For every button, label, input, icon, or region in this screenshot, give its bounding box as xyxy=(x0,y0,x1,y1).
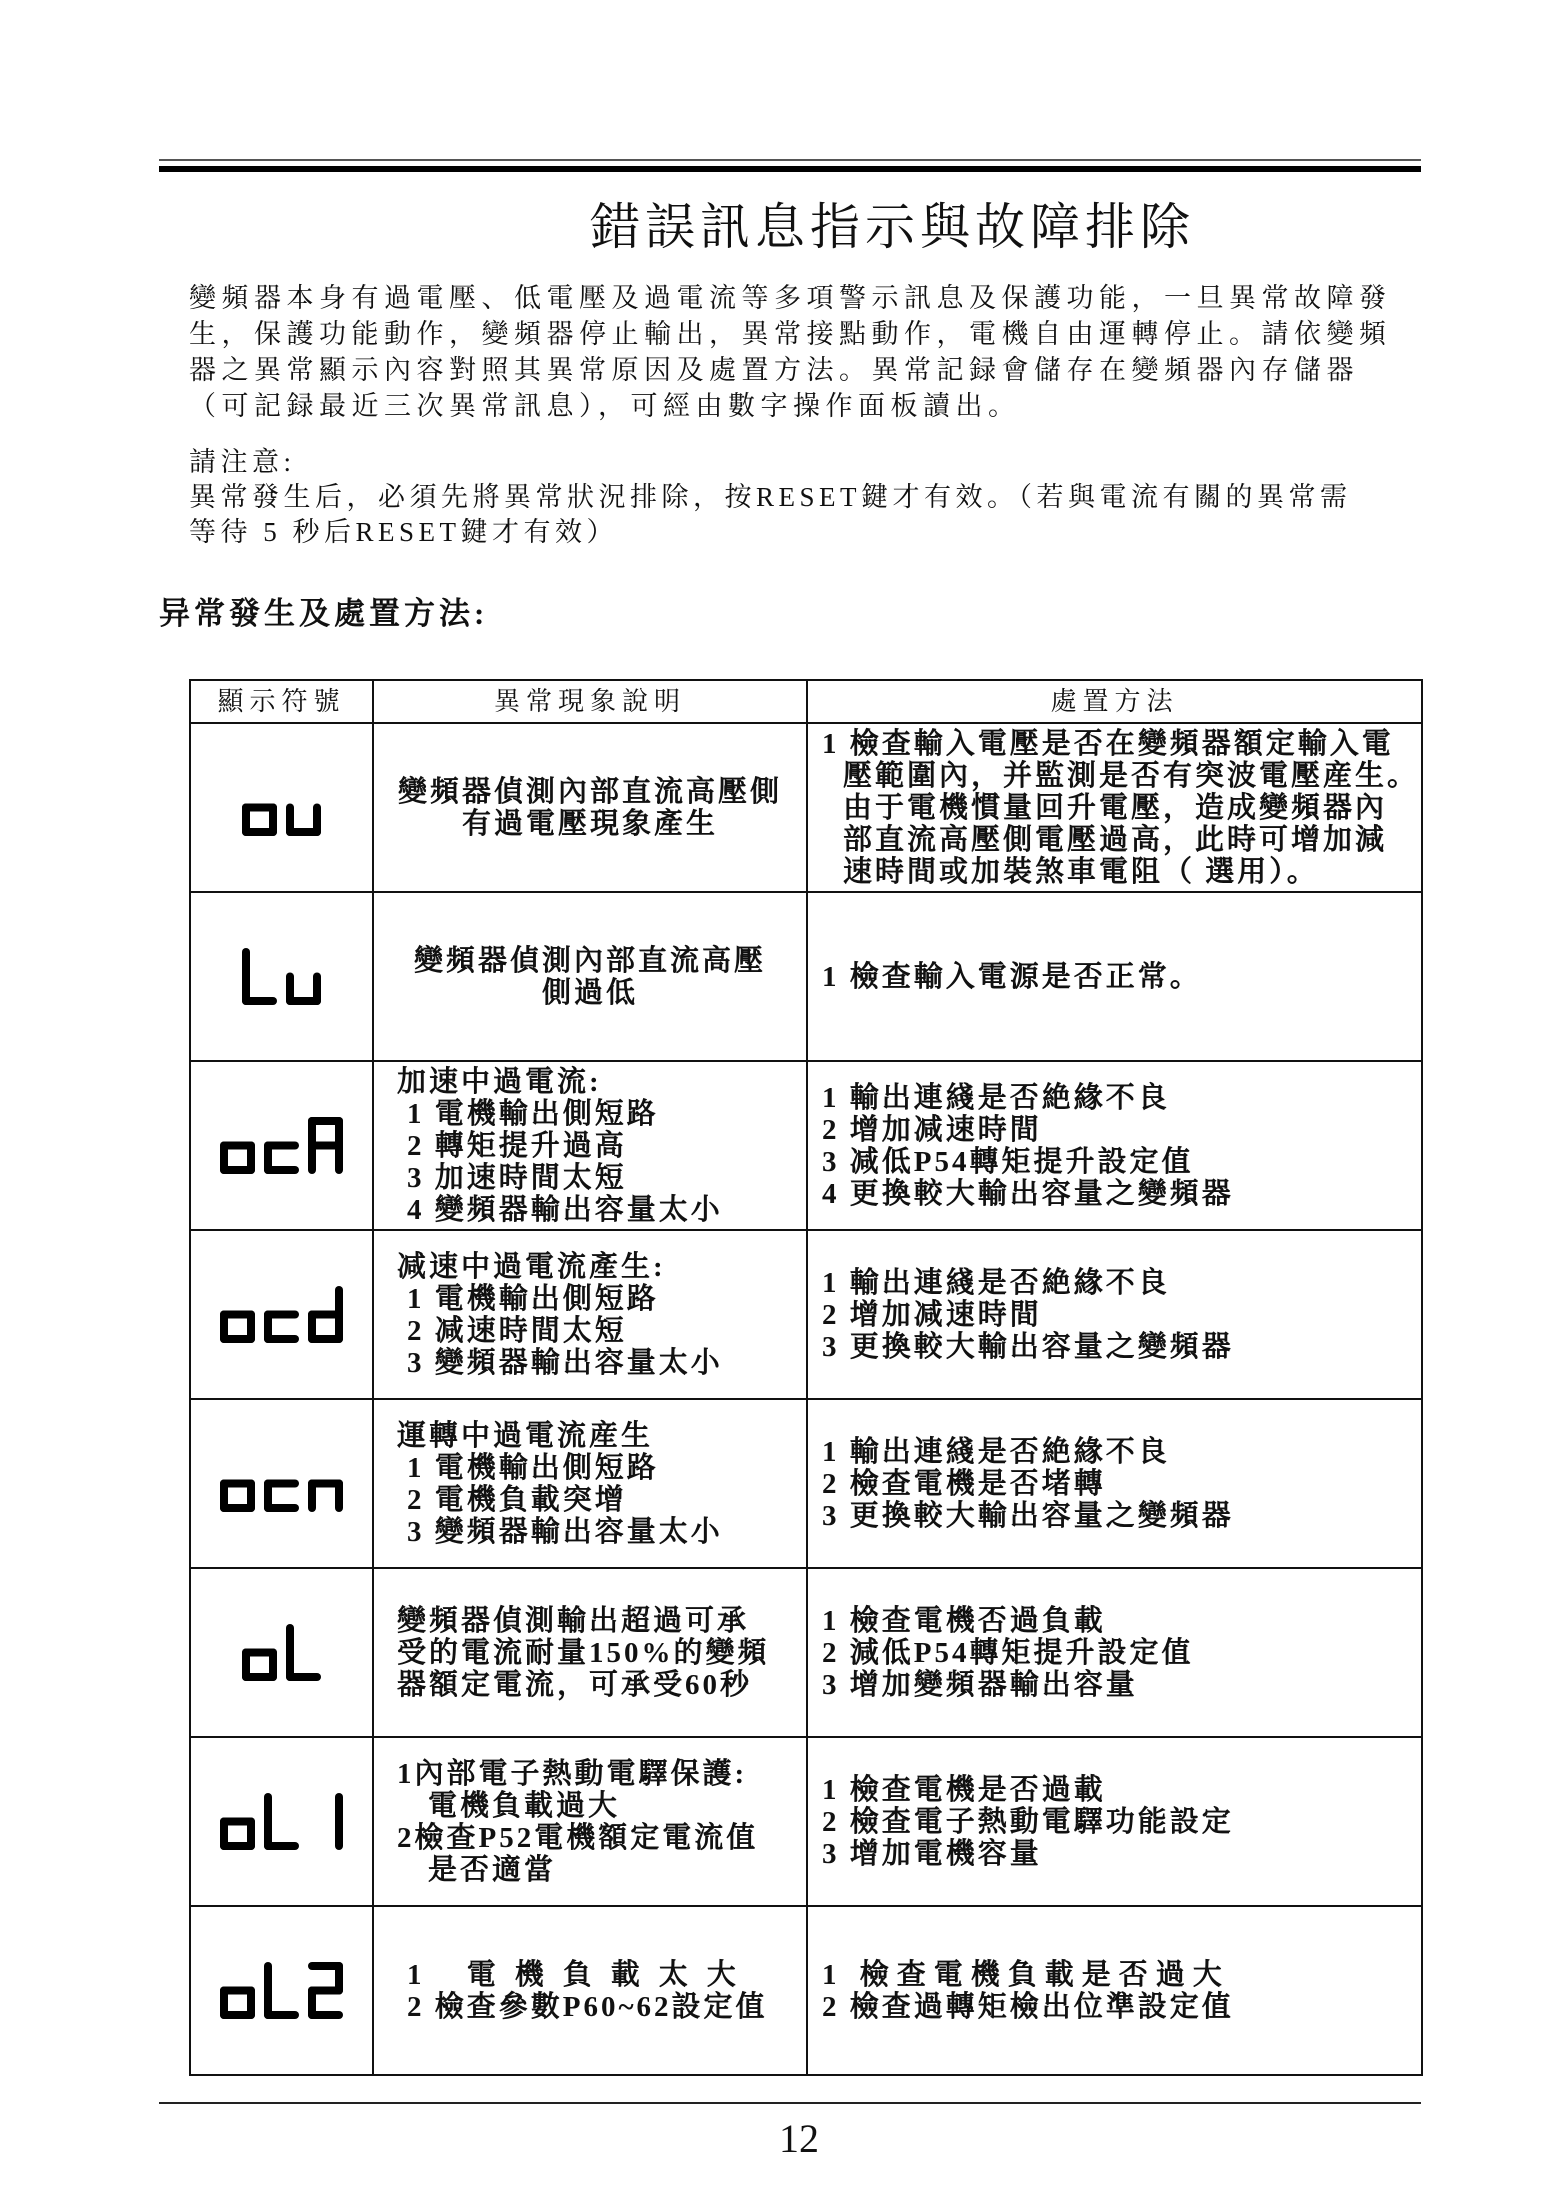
intro-line: 變頻器本身有過電壓、低電壓及過電流等多項警示訊息及保護功能，一旦異常故障發 xyxy=(189,283,1392,313)
intro-line: 生，保護功能動作，變頻器停止輸出，異常接點動作，電機自由運轉停止。請依變頻 xyxy=(189,319,1392,349)
description-line: 受的電流耐量150%的變頻 xyxy=(397,1636,770,1669)
table-header-row xyxy=(190,680,1422,723)
fault-code-display xyxy=(242,779,321,836)
description-line: 電機負載過大 xyxy=(428,1789,621,1822)
page-title: 錯誤訊息指示與故障排除 xyxy=(590,199,1195,255)
action-line: 2 檢查過轉矩檢出位準設定值 xyxy=(822,1990,1234,2023)
top-thick-rule xyxy=(159,166,1421,172)
table-row xyxy=(190,1906,1422,2075)
seven-segment-glyph xyxy=(268,1315,295,1340)
action-line: 1 檢查輸入電壓是否在變頻器額定輸入電 xyxy=(822,727,1394,760)
description-cell xyxy=(373,1906,807,2075)
action-cell xyxy=(807,1737,1422,1906)
fault-table xyxy=(189,679,1423,2076)
action-line: 1 檢查電機負載是否過大 xyxy=(822,1958,1230,1991)
description-line: 1內部電子熱動電驛保護: xyxy=(397,1757,748,1790)
fault-code-display xyxy=(220,1962,343,2019)
seven-segment-glyph xyxy=(312,1121,339,1170)
action-line: 1 輸出連綫是否絶緣不良 xyxy=(822,1435,1170,1468)
action-cell xyxy=(807,1230,1422,1399)
action-line: 1 輸出連綫是否絶緣不良 xyxy=(822,1081,1170,1114)
symbol-cell xyxy=(190,1061,373,1230)
description-cell xyxy=(373,1061,807,1230)
description-line: 有過電壓現象產生 xyxy=(461,807,718,840)
intro-line: 器之異常顯示內容對照其異常原因及處置方法。異常記録會儲存在變頻器內存儲器 xyxy=(189,355,1359,385)
symbol-cell xyxy=(190,1399,373,1568)
seven-segment-glyph xyxy=(246,952,273,1001)
action-line: 1 檢查電機否過負載 xyxy=(822,1604,1106,1637)
table-row xyxy=(190,1230,1422,1399)
seven-segment-glyph xyxy=(312,1290,339,1339)
action-line: 4 更換較大輸出容量之變頻器 xyxy=(822,1177,1234,1210)
symbol-cell xyxy=(190,1568,373,1737)
fault-code-display xyxy=(220,1117,343,1174)
description-line: 1 電機輸出側短路 xyxy=(407,1282,659,1315)
page-number: 12 xyxy=(779,2116,819,2161)
action-line: 3 减低P54轉矩提升設定值 xyxy=(822,1145,1194,1178)
table-row xyxy=(190,1737,1422,1906)
fault-code-display xyxy=(220,1286,343,1343)
description-line: 加速中過電流: xyxy=(397,1065,602,1098)
column-header-symbol: 顯示符號 xyxy=(190,680,373,723)
description-line: 運轉中過電流産生 xyxy=(397,1419,654,1452)
symbol-cell xyxy=(190,723,373,892)
action-cell xyxy=(807,1568,1422,1737)
table-row xyxy=(190,723,1422,892)
notice-line: 等待 5 秒后RESET鍵才有效） xyxy=(189,517,619,547)
description-line: 3 加速時間太短 xyxy=(407,1161,627,1194)
description-line: 2 電機負載突增 xyxy=(407,1483,627,1516)
description-line: 側過低 xyxy=(541,976,638,1009)
action-line: 3 增加電機容量 xyxy=(822,1837,1042,1870)
description-cell xyxy=(373,1737,807,1906)
seven-segment-glyph xyxy=(246,1653,273,1678)
description-line: 是否適當 xyxy=(428,1853,557,1886)
description-line: 器額定電流，可承受60秒 xyxy=(397,1668,753,1701)
symbol-cell xyxy=(190,892,373,1061)
description-line: 减速中過電流產生: xyxy=(397,1250,666,1283)
action-cell xyxy=(807,723,1422,892)
description-line: 1 電機輸出側短路 xyxy=(407,1097,659,1130)
section-heading: 异常發生及處置方法: xyxy=(159,596,489,631)
column-header-action: 處置方法 xyxy=(807,680,1422,723)
description-cell xyxy=(373,892,807,1061)
action-cell xyxy=(807,1906,1422,2075)
action-line: 2 檢查電子熱動電驛功能設定 xyxy=(822,1805,1234,1838)
action-line: 2 檢查電機是否堵轉 xyxy=(822,1467,1106,1500)
table-row xyxy=(190,892,1422,1061)
description-line: 2 檢查參數P60~62設定值 xyxy=(407,1990,768,2023)
table-row xyxy=(190,1399,1422,1568)
notice-heading: 請注意: xyxy=(189,447,296,477)
action-line: 2 增加减速時間 xyxy=(822,1298,1042,1331)
action-line: 2 減低P54轉矩提升設定值 xyxy=(822,1636,1194,1669)
seven-segment-glyph xyxy=(290,977,317,1002)
description-line: 1 電機輸出側短路 xyxy=(407,1451,659,1484)
action-line: 1 檢查輸入電源是否正常。 xyxy=(822,960,1202,993)
seven-segment-glyph xyxy=(268,1966,295,2015)
description-line: 2 轉矩提升過高 xyxy=(407,1129,627,1162)
description-line: 2 减速時間太短 xyxy=(407,1314,627,1347)
table-row xyxy=(190,1061,1422,1230)
action-line: 1 輸出連綫是否絶緣不良 xyxy=(822,1266,1170,1299)
seven-segment-glyph xyxy=(224,1822,251,1847)
fault-code-display xyxy=(220,1455,343,1512)
table-row xyxy=(190,1568,1422,1737)
seven-segment-glyph xyxy=(290,1628,317,1677)
seven-segment-glyph xyxy=(268,1484,295,1509)
seven-segment-glyph xyxy=(312,1484,339,1509)
seven-segment-glyph xyxy=(224,1315,251,1340)
symbol-cell xyxy=(190,1230,373,1399)
symbol-cell xyxy=(190,1906,373,2075)
notice-line: 異常發生后，必須先將異常狀況排除，按RESET鍵才有效。（若與電流有關的異常需 xyxy=(189,482,1352,512)
intro-line: （可記録最近三次異常訊息），可經由數字操作面板讀出。 xyxy=(189,391,1021,421)
column-header-description: 異常現象說明 xyxy=(373,680,807,723)
intro-paragraph xyxy=(189,280,1392,424)
seven-segment-glyph xyxy=(246,808,273,833)
description-line: 3 變頻器輸出容量太小 xyxy=(407,1515,723,1548)
bottom-rule xyxy=(159,2102,1421,2104)
seven-segment-glyph xyxy=(312,1966,339,2015)
action-cell xyxy=(807,1061,1422,1230)
symbol-cell xyxy=(190,1737,373,1906)
seven-segment-glyph xyxy=(268,1146,295,1171)
description-line: 1 電機負載太大 xyxy=(407,1958,755,1991)
description-line: 變頻器偵測輸出超過可承 xyxy=(397,1604,750,1637)
seven-segment-glyph xyxy=(224,1484,251,1509)
description-line: 變頻器偵測內部直流高壓 xyxy=(413,944,766,977)
action-line: 速時間或加裝煞車電阻（ 選用）。 xyxy=(843,855,1319,888)
description-cell xyxy=(373,1399,807,1568)
fault-code-display xyxy=(220,1793,343,1850)
top-thin-rule xyxy=(159,159,1421,161)
action-line: 3 更換較大輸出容量之變頻器 xyxy=(822,1330,1234,1363)
seven-segment-glyph xyxy=(290,808,317,833)
action-line: 由于電機慣量回升電壓，造成變頻器內 xyxy=(843,791,1388,824)
description-line: 3 變頻器輸出容量太小 xyxy=(407,1346,723,1379)
action-line: 部直流高壓側電壓過高，此時可增加減 xyxy=(843,823,1388,856)
description-line: 2檢查P52電機額定電流值 xyxy=(397,1821,759,1854)
action-line: 3 更換較大輸出容量之變頻器 xyxy=(822,1499,1234,1532)
description-line: 4 變頻器輸出容量太小 xyxy=(407,1193,723,1226)
action-line: 2 增加减速時間 xyxy=(822,1113,1042,1146)
action-cell xyxy=(807,1399,1422,1568)
seven-segment-glyph xyxy=(224,1146,251,1171)
description-cell xyxy=(373,1568,807,1737)
action-line: 1 檢查電機是否過載 xyxy=(822,1773,1106,1806)
seven-segment-glyph xyxy=(224,1991,251,2016)
action-cell xyxy=(807,892,1422,1061)
description-cell xyxy=(373,1230,807,1399)
action-line: 3 增加變頻器輸出容量 xyxy=(822,1668,1138,1701)
seven-segment-glyph xyxy=(268,1797,295,1846)
description-line: 變頻器偵測內部直流高壓側 xyxy=(397,775,782,808)
action-line: 壓範圍內，并監測是否有突波電壓産生。 xyxy=(843,759,1420,792)
notice-block xyxy=(189,445,1352,550)
description-cell xyxy=(373,723,807,892)
fault-code-display xyxy=(242,948,321,1005)
fault-code-display xyxy=(242,1624,321,1681)
